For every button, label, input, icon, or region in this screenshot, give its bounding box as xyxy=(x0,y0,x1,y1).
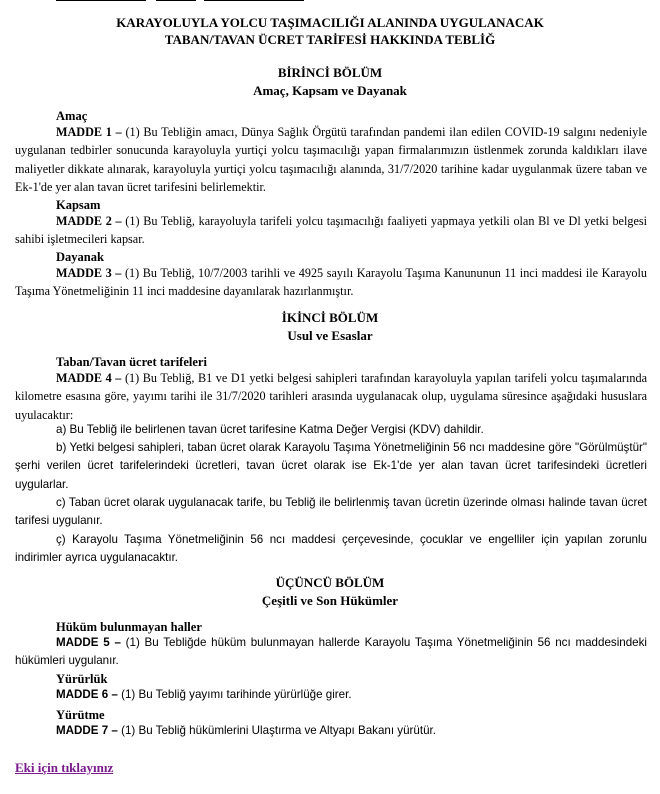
heading-hukum: Hüküm bulunmayan haller xyxy=(56,620,202,634)
article-7-label: MADDE 7 – xyxy=(56,724,118,737)
heading-taban-tavan: Taban/Tavan ücret tarifeleri xyxy=(56,355,207,369)
article-1-label: MADDE 1 – xyxy=(56,125,122,139)
part1-title: BİRİNCİ BÖLÜM xyxy=(277,65,383,80)
part2-subtitle: Usul ve Esaslar xyxy=(287,328,373,343)
article-2-text: (1) Bu Tebliğ, karayoluyla tarifeli yolcu taşımacılığı faaliyeti yapmaya yetkili olan Bl ve Dl yetki belgesi sahibi işletmecileri kapsar. xyxy=(15,214,647,247)
article-6-text: (1) Bu Tebliğ yayımı tarihinde yürürlüğe girer. xyxy=(117,688,352,701)
article-7 xyxy=(15,722,647,740)
header-rule xyxy=(56,0,306,2)
article-4-item-cc: ç) Karayolu Taşıma Yönetmeliğinin 56 ncı maddesi çerçevesinde, çocuklar ve engelliler için yapılan zorunlu indirimler ayrıca uygulanacaktır. xyxy=(15,533,647,565)
part2-heading xyxy=(0,309,660,345)
article-5-text: (1) Bu Tebliğde hüküm bulunmayan hallerde Karayolu Taşıma Yönetmeliğinin 56 ncı maddesindeki hükümleri uygulanır. xyxy=(15,636,647,668)
article-4-item-a: a) Bu Tebliğ ile belirlenen tavan ücret tarifesine Katma Değer Vergisi (KDV) dahildir. xyxy=(56,423,484,436)
article-6-label: MADDE 6 – xyxy=(56,688,118,701)
article-5 xyxy=(15,634,647,671)
article-4 xyxy=(15,369,647,424)
title-line-2: TABAN/TAVAN ÜCRET TARİFESİ HAKKINDA TEBLİĞ xyxy=(164,32,496,47)
heading-yururluk: Yürürlük xyxy=(56,672,108,686)
article-1-text: (1) Bu Tebliğin amacı, Dünya Sağlık Örgütü tarafından pandemi ilan edilen COVID-19 salgını nedeniyle uygulanan tedbirler sonucunda karayoluyla yurtiçi yolcu taşımacılığı yapan firmalarımızın üstlenmek zorunda kaldıkları ilave maliyetler dikkate alınarak, karayoluyla yurtiçi yolcu taşımacılığı alanında, 31/7/2020 tarihine kadar uygulanmak üzere taban ve Ek-1'de yer alan tavan ücret tarifesini belirlemektir. xyxy=(15,125,647,195)
article-2-label: MADDE 2 – xyxy=(56,214,122,228)
title-line-1: KARAYOLUYLA YOLCU TAŞIMACILIĞI ALANINDA UYGULANACAK xyxy=(116,15,544,30)
article-5-label: MADDE 5 – xyxy=(56,636,121,649)
heading-yurutme: Yürütme xyxy=(56,708,105,722)
article-6 xyxy=(15,686,647,704)
article-4-text: (1) Bu Tebliğ, B1 ve D1 yetki belgesi sahipleri tarafından karayoluyla yapılan tarifeli yolcu taşımalarında kilometre esasına göre, yayımı tarihi ile 31/7/2020 tarihleri arasında uygulanacak olup, uygulama süresince aşağıdaki hususlara uyulacaktır: xyxy=(15,371,647,422)
article-7-text: (1) Bu Tebliğ hükümlerini Ulaştırma ve Altyapı Bakanı yürütür. xyxy=(117,724,436,737)
article-3-text: (1) Bu Tebliğ, 10/7/2003 tarihli ve 4925 sayılı Karayolu Taşıma Kanununun 11 inci maddesi ile Karayolu Taşıma Yönetmeliğinin 11 inci maddesine dayanılarak hazırlanmıştır. xyxy=(15,266,647,299)
heading-amac: Amaç xyxy=(56,109,88,123)
part3-heading xyxy=(0,574,660,610)
part3-subtitle: Çeşitli ve Son Hükümler xyxy=(261,593,399,608)
article-3-label: MADDE 3 – xyxy=(56,266,122,280)
article-4-item-c: c) Taban ücret olarak uygulanacak tarife, bu Tebliğ ile belirlenmiş tavan ücretin üzerinde olması halinde tavan ücret tarifesi uygulanır. xyxy=(15,496,647,528)
heading-dayanak: Dayanak xyxy=(56,250,104,264)
article-3 xyxy=(15,264,647,301)
heading-kapsam: Kapsam xyxy=(56,198,101,212)
part3-title: ÜÇÜNCÜ BÖLÜM xyxy=(275,575,385,590)
article-2 xyxy=(15,212,647,249)
article-4-item-b: b) Yetki belgesi sahipleri, taban ücret olarak Karayolu Taşıma Yönetmeliğinin 56 ncı maddesine göre "Görülmüştür" şerhi verilen ücret tarifelerindeki ücretleri, tavan ücret olarak ise Ek-1'de yer alan tavan ücret tarifesindeki ücretleri uygularlar. xyxy=(15,441,647,491)
attachment-link[interactable]: Eki için tıklayınız xyxy=(15,760,114,775)
part1-subtitle: Amaç, Kapsam ve Dayanak xyxy=(253,83,407,98)
article-4-label: MADDE 4 – xyxy=(56,371,122,385)
part2-title: İKİNCİ BÖLÜM xyxy=(281,310,379,325)
part1-heading xyxy=(0,64,660,100)
article-1 xyxy=(15,123,647,197)
document-title xyxy=(0,14,660,48)
